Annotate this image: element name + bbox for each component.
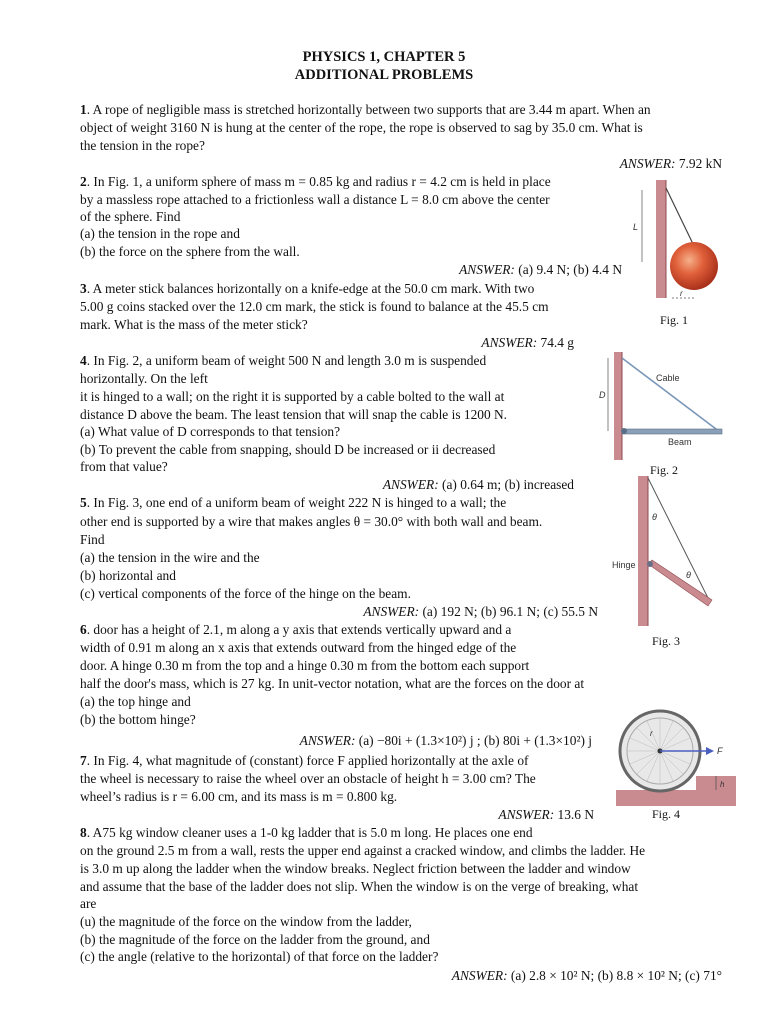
figure-4 bbox=[616, 706, 736, 806]
problem-text-line: are bbox=[80, 896, 97, 911]
problem-number: 3 bbox=[80, 281, 87, 296]
problem-text-line: mark. What is the mass of the meter stick? bbox=[80, 317, 308, 332]
wall bbox=[638, 476, 648, 626]
answer-value: (a) 192 N; (b) 96.1 N; (c) 55.5 N bbox=[419, 604, 598, 619]
problem-text-line: by a massless rope attached to a frictionless wall a distance L = 8.0 cm above the center bbox=[80, 192, 550, 207]
label-h: h bbox=[720, 780, 725, 789]
answer-value: (a) −80i + (1.3×10²) j ; (b) 80i + (1.3×10²) j bbox=[355, 733, 592, 748]
cable bbox=[622, 358, 720, 432]
figure-caption: Fig. 1 bbox=[660, 313, 689, 327]
sphere bbox=[670, 242, 718, 290]
problem-text-line: the tension in the rope? bbox=[80, 138, 205, 153]
problem-text-line: (c) the angle (relative to the horizontal) of that force on the ladder? bbox=[80, 949, 439, 964]
problem-text-line: door. A hinge 0.30 m from the top and a hinge 0.30 m from the bottom each support bbox=[80, 658, 530, 673]
answer-value: 74.4 g bbox=[537, 335, 574, 350]
problem-text-line: (b) the magnitude of the force on the ladder from the ground, and bbox=[80, 932, 430, 947]
answer-label: ANSWER: bbox=[451, 968, 508, 983]
ground bbox=[616, 790, 696, 806]
problem-text-line: . In Fig. 4, what magnitude of (constant) force F applied horizontally at the axle of bbox=[86, 753, 529, 768]
problem-text-line: . A rope of negligible mass is stretched horizontally between two supports that are 3.44 m apart. When an bbox=[86, 102, 651, 117]
problem-text-line: . A meter stick balances horizontally on a knife-edge at the 50.0 cm mark. With two bbox=[86, 281, 535, 296]
arrow-head bbox=[706, 747, 714, 755]
problem-number: 4 bbox=[80, 353, 87, 368]
problem-text-line: 5.00 g coins stacked over the 12.0 cm mark, the stick is found to balance at the 45.5 cm bbox=[80, 299, 549, 314]
figure-caption: Fig. 3 bbox=[652, 634, 681, 648]
page-title: PHYSICS 1, CHAPTER 5 bbox=[302, 49, 466, 65]
problem-text-line: it is hinged to a wall; on the right it is supported by a cable bolted to the wall at bbox=[80, 389, 505, 404]
problem-text-line: horizontally. On the left bbox=[80, 371, 208, 386]
fig3-drawing bbox=[612, 476, 722, 626]
figure-3 bbox=[612, 476, 722, 626]
problem-text-line: (b) the force on the sphere from the wall. bbox=[80, 244, 300, 259]
answer-value: (a) 0.64 m; (b) increased bbox=[438, 477, 574, 492]
problem-text-line: is 3.0 m up along the ladder when the window breaks. Neglect friction between the ladder and window bbox=[80, 861, 631, 876]
fig4-drawing bbox=[616, 706, 736, 806]
problem-text-line: on the ground 2.5 m from a wall, rests the upper end against a cracked window, and climbs the ladder. He bbox=[80, 843, 646, 858]
label-L: L bbox=[633, 222, 639, 232]
problem-text-line: from that value? bbox=[80, 459, 168, 474]
answer bbox=[620, 155, 722, 173]
problem-text-line: object of weight 3160 N is hung at the center of the rope, the rope is observed to sag by 35.0 cm. What is bbox=[80, 120, 643, 135]
answer bbox=[452, 967, 722, 985]
problem-text-line: Find bbox=[80, 532, 105, 547]
label-hinge: Hinge bbox=[612, 560, 636, 570]
label-D: D bbox=[599, 390, 606, 400]
wall bbox=[656, 180, 666, 298]
fig1-drawing bbox=[612, 180, 722, 310]
problem-number: 7 bbox=[80, 753, 87, 768]
label-theta-beam: θ bbox=[686, 570, 691, 580]
beam bbox=[648, 560, 712, 606]
label-theta-wall: θ bbox=[652, 512, 657, 522]
answer-value: 7.92 kN bbox=[675, 156, 722, 171]
label-cable: Cable bbox=[656, 373, 680, 383]
figure-caption: Fig. 2 bbox=[650, 463, 679, 477]
answer-value: (a) 9.4 N; (b) 4.4 N bbox=[514, 262, 622, 277]
answer bbox=[300, 732, 592, 750]
hinge bbox=[647, 561, 653, 567]
problem-text-line: distance D above the beam. The least tension that will snap the cable is 1200 N. bbox=[80, 407, 508, 422]
problem-text-line: width of 0.91 m along an x axis that extends outward from the hinged edge of the bbox=[80, 640, 517, 655]
problem-text-line: of the sphere. Find bbox=[80, 209, 181, 224]
label-r: r bbox=[680, 289, 683, 298]
figure-1 bbox=[612, 180, 722, 310]
problem-number: 2 bbox=[80, 174, 87, 189]
problem-number: 5 bbox=[80, 495, 87, 510]
answer bbox=[363, 603, 598, 621]
problem-text-line: wheel’s radius is r = 6.00 cm, and its mass is m = 0.800 kg. bbox=[80, 789, 398, 804]
problem-text-line: half the door's mass, which is 27 kg. In unit-vector notation, what are the forces on the door at bbox=[80, 676, 585, 691]
label-beam: Beam bbox=[668, 437, 692, 447]
problem-text-line: (b) horizontal and bbox=[80, 568, 176, 583]
figure-caption: Fig. 4 bbox=[652, 807, 681, 821]
answer-label: ANSWER: bbox=[498, 807, 555, 822]
answer bbox=[498, 806, 594, 824]
problem-text-line: other end is supported by a wire that makes angles θ = 30.0° with both wall and beam. bbox=[80, 514, 543, 529]
problem-number: 1 bbox=[80, 102, 87, 117]
answer bbox=[459, 261, 622, 279]
problem-text-line: . In Fig. 1, a uniform sphere of mass m = 0.85 kg and radius r = 4.2 cm is held in place bbox=[86, 174, 551, 189]
beam bbox=[622, 429, 722, 434]
problem-text-line: . door has a height of 2.1, m along a y axis that extends vertically upward and a bbox=[86, 622, 512, 637]
answer-value: 13.6 N bbox=[554, 807, 594, 822]
problem-text-line: (a) the tension in the wire and the bbox=[80, 550, 260, 565]
page-subtitle: ADDITIONAL PROBLEMS bbox=[294, 67, 474, 83]
answer bbox=[481, 334, 574, 352]
problem-text-line: the wheel is necessary to raise the wheel over an obstacle of height h = 3.00 cm? The bbox=[80, 771, 536, 786]
answer-label: ANSWER: bbox=[382, 477, 439, 492]
fig2-drawing bbox=[594, 352, 724, 460]
problem-number: 6 bbox=[80, 622, 87, 637]
wall bbox=[614, 352, 622, 460]
answer-value: (a) 2.8 × 10² N; (b) 8.8 × 10² N; (c) 71° bbox=[507, 968, 722, 983]
problem-text-line: and assume that the base of the ladder does not slip. When the window is on the verge of breaking, what bbox=[80, 879, 639, 894]
problem-text-line: . A75 kg window cleaner uses a 1-0 kg ladder that is 5.0 m long. He places one end bbox=[86, 825, 533, 840]
rope bbox=[666, 188, 694, 246]
problem-text-line: (u) the magnitude of the force on the window from the ladder, bbox=[80, 914, 412, 929]
problem-text-line: (c) vertical components of the force of the hinge on the beam. bbox=[80, 586, 411, 601]
problem-text-line: (a) the tension in the rope and bbox=[80, 226, 240, 241]
label-r: r bbox=[650, 729, 653, 738]
problem-text-line: (a) What value of D corresponds to that tension? bbox=[80, 424, 341, 439]
answer-label: ANSWER: bbox=[299, 733, 356, 748]
label-F: F bbox=[717, 746, 723, 756]
answer-label: ANSWER: bbox=[363, 604, 420, 619]
answer bbox=[383, 476, 574, 494]
problem-text-line: (b) To prevent the cable from snapping, should D be increased or ii decreased bbox=[80, 442, 496, 457]
answer-label: ANSWER: bbox=[619, 156, 676, 171]
problem-text-line: (b) the bottom hinge? bbox=[80, 712, 196, 727]
problem-number: 8 bbox=[80, 825, 87, 840]
problem-text-line: . In Fig. 2, a uniform beam of weight 500 N and length 3.0 m is suspended bbox=[86, 353, 487, 368]
problem-text-line: (a) the top hinge and bbox=[80, 694, 191, 709]
hinge bbox=[621, 428, 627, 434]
figure-2 bbox=[594, 352, 724, 460]
answer-label: ANSWER: bbox=[481, 335, 538, 350]
problem-text-line: . In Fig. 3, one end of a uniform beam of weight 222 N is hinged to a wall; the bbox=[86, 495, 507, 510]
answer-label: ANSWER: bbox=[459, 262, 515, 277]
